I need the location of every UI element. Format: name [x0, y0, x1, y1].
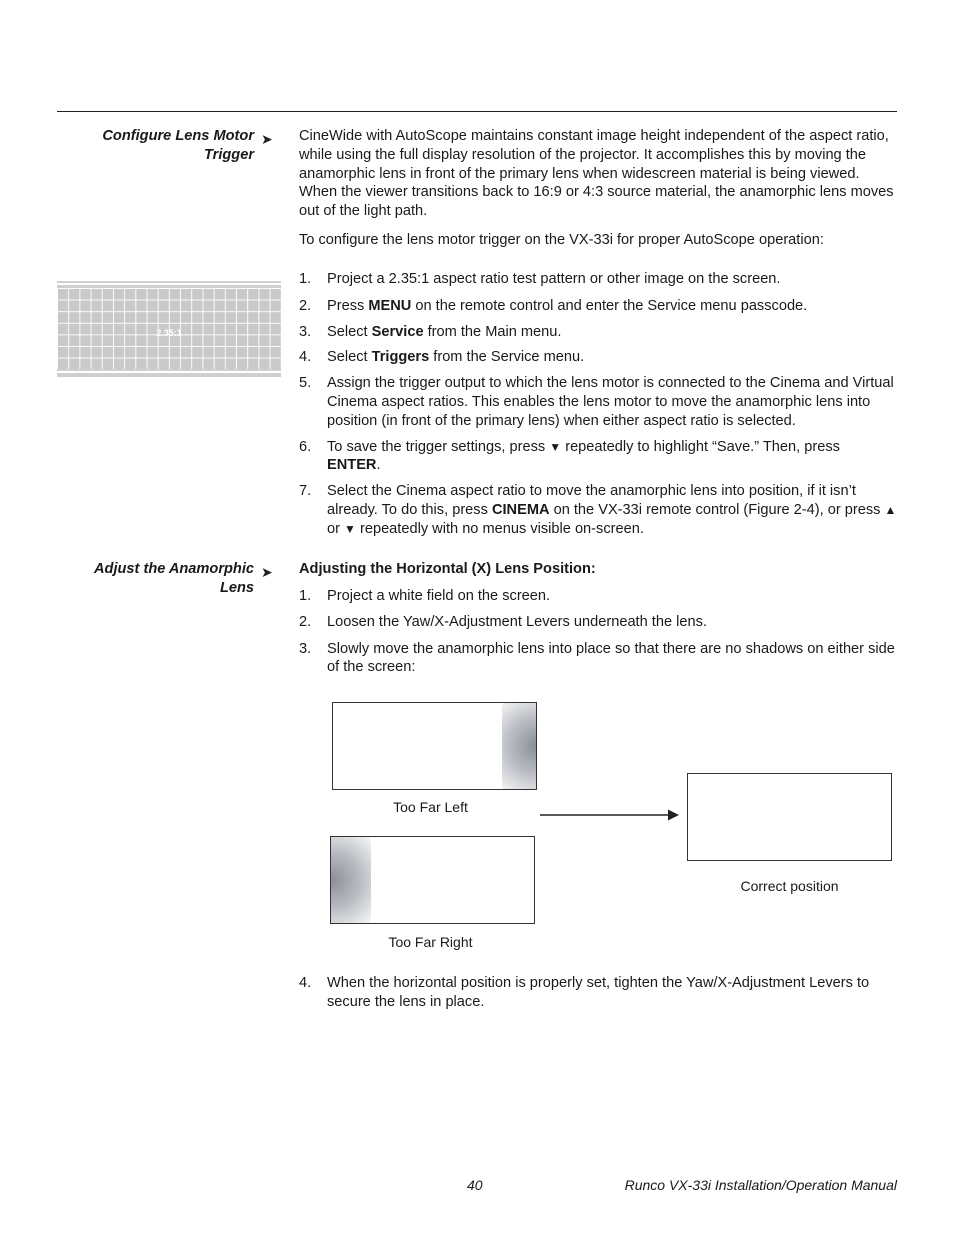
manual-title: Runco VX-33i Installation/Operation Manual [624, 1177, 897, 1193]
test-pattern-image [57, 281, 281, 377]
cinema-key-label: CINEMA [491, 501, 550, 518]
up-arrow-icon: ▲ [884, 502, 897, 517]
screen-too-far-right [330, 836, 535, 924]
shadow-right [502, 703, 536, 789]
section-heading-adjust-anamorphic-lens [34, 560, 254, 598]
down-arrow-icon: ▼ [549, 439, 562, 454]
lead-paragraph: To configure the lens motor trigger on the VX-33i for proper AutoScope operation: [299, 232, 824, 248]
down-arrow-icon: ▼ [344, 521, 356, 536]
list-item: 4. When the horizontal position is properly set, tighten the Yaw/X-Adjustment Levers to secure the lens in place. [299, 975, 870, 1010]
adjust-steps-list [299, 587, 897, 677]
list-item: 5. Assign the trigger output to which the lens motor is connected to the Cinema and Virtual Cinema aspect ratios. This enables the lens motor to move the anamorphic lens into position (in front of the primary lens) when either aspect ratio is selected. [299, 375, 894, 429]
list-item: 6. To save the trigger settings, press ▼ repeatedly to highlight “Save.” Then, press ENTER. [299, 438, 840, 474]
pattern-band [57, 371, 281, 373]
list-item: 1. Project a white field on the screen. [299, 588, 551, 604]
screen-correct-position [687, 773, 892, 861]
pattern-band [57, 283, 281, 285]
menu-key-label: MENU [368, 297, 412, 314]
list-item: 2. Loosen the Yaw/X-Adjustment Levers underneath the lens. [299, 613, 707, 630]
heading-line-2: Trigger [203, 147, 254, 163]
screen-too-far-left [332, 702, 537, 790]
list-item: 7. Select the Cinema aspect ratio to move the anamorphic lens into position, if it isn’t already. To do this, press CINEMA on the VX-33i remote control (Figure 2-4), or press ▲ or ▼ repeatedly with no menus visible on-screen. [299, 483, 897, 537]
list-item: 3. Select Service from the Main menu. [299, 323, 562, 340]
list-item: 2. Press MENU on the remote control and enter the Service menu passcode. [299, 297, 808, 314]
section-heading-configure-lens-motor-trigger [34, 127, 254, 165]
configure-steps-list [299, 270, 897, 539]
adjust-steps-list-continued [299, 974, 897, 1012]
enter-key-label: ENTER [327, 457, 377, 474]
heading-line-1: Adjust the Anamorphic [94, 561, 254, 577]
pattern-aspect-label: 2.35:1 [156, 328, 182, 338]
heading-line-2: Lens [219, 580, 254, 596]
caption-too-far-right: Too Far Right [388, 934, 473, 950]
arrow-icon: ➤ [261, 131, 273, 147]
service-menu-label: Service [371, 323, 424, 340]
triggers-menu-label: Triggers [371, 349, 430, 366]
subheading-horizontal-lens-position: Adjusting the Horizontal (X) Lens Position: [299, 561, 596, 577]
arrow-icon: ➤ [261, 564, 273, 580]
caption-too-far-left: Too Far Left [393, 799, 468, 815]
list-item: 1. Project a 2.35:1 aspect ratio test pattern or other image on the screen. [299, 271, 781, 287]
intro-paragraph: CineWide with AutoScope maintains constant image height independent of the aspect ratio, while using the full display resolution of the projector. It accomplishes this by moving the anamorphic lens in front of the primary lens when widescreen material is being viewed. When the viewer transitions back to 16:9 or 4:3 source material, the anamorphic lens moves out of the light path. [299, 128, 894, 220]
shadow-left [331, 837, 371, 923]
page-number: 40 [467, 1177, 483, 1193]
arrow-to-correct-icon [538, 806, 682, 824]
header-rule [57, 111, 897, 112]
caption-correct-position: Correct position [740, 878, 839, 894]
list-item: 4. Select Triggers from the Service menu. [299, 349, 585, 366]
heading-line-1: Configure Lens Motor [102, 128, 254, 144]
list-item: 3. Slowly move the anamorphic lens into place so that there are no shadows on either side of the screen: [299, 640, 895, 676]
